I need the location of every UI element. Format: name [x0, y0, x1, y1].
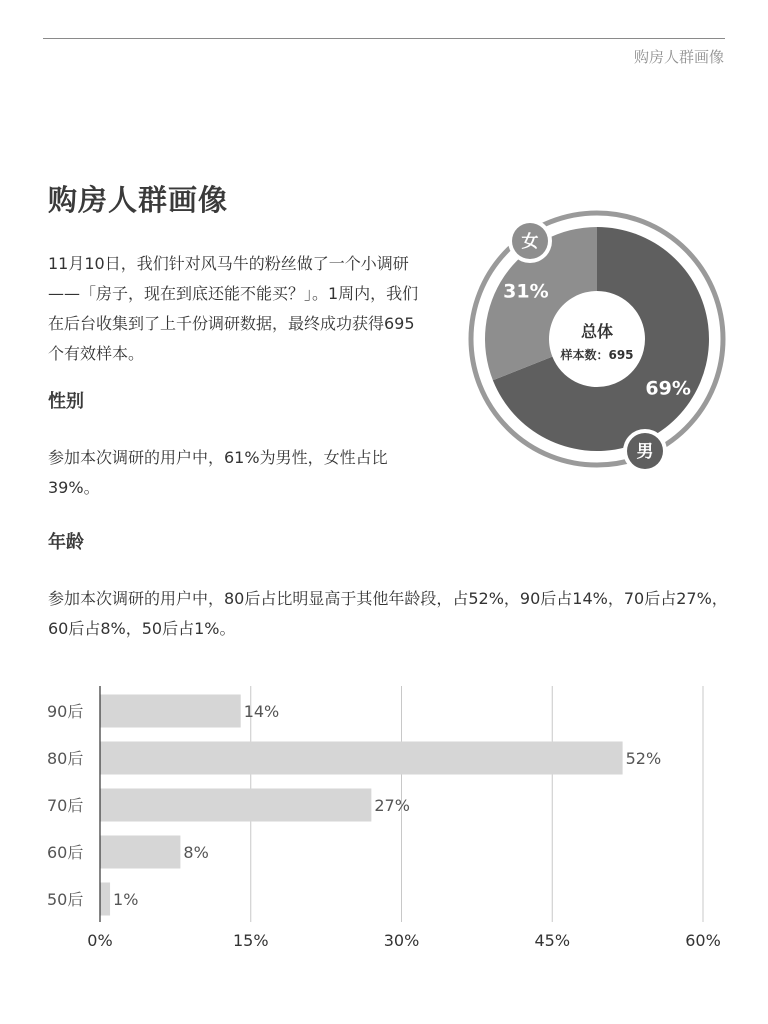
bar-value-label: 8% [183, 843, 209, 862]
header-label: 购房人群画像 [633, 48, 724, 66]
age-paragraph: 参加本次调研的用户中，80后占比明显高于其他年龄段，占52%，90后占14%，70后占27%，60后占8%，50后占1%。 [48, 589, 728, 638]
donut-center-subtitle: 样本数：695 [560, 348, 634, 362]
bar [100, 695, 241, 728]
gender-paragraph: 参加本次调研的用户中，61%为男性，女性占比39%。 [48, 448, 388, 497]
category-label: 70后 [47, 796, 84, 815]
x-tick-label: 15% [232, 931, 269, 950]
category-label: 50后 [47, 890, 84, 909]
donut-label-male: 69% [645, 377, 691, 400]
bar [100, 883, 110, 916]
category-label: 90后 [47, 702, 84, 721]
badge-label-male: 男 [636, 442, 654, 462]
bar [100, 742, 623, 775]
x-tick-label: 45% [534, 931, 571, 950]
bar-value-label: 52% [625, 749, 662, 768]
category-label: 80后 [47, 749, 84, 768]
bar-value-label: 14% [243, 702, 280, 721]
x-tick-label: 0% [87, 931, 113, 950]
bar-value-label: 1% [113, 890, 139, 909]
bar-value-label: 27% [374, 796, 410, 815]
age-bar-chart [0, 676, 768, 966]
age-heading: 年龄 [48, 532, 84, 553]
header-rule [43, 38, 725, 39]
category-label: 60后 [47, 843, 84, 862]
donut-label-female: 31% [503, 280, 549, 303]
x-tick-label: 30% [383, 931, 420, 950]
donut-center-title: 总体 [580, 322, 614, 341]
gender-donut-chart [468, 208, 728, 473]
intro-paragraph: 11月10日，我们针对风马牛的粉丝做了一个小调研——「房子，现在到底还能不能买？」。1周内，我们在后台收集到了上千份调研数据，最终成功获得695个有效样本。 [48, 254, 419, 363]
bar [100, 836, 180, 869]
badge-label-female: 女 [521, 232, 539, 252]
x-tick-label: 60% [685, 931, 721, 950]
gender-heading: 性别 [48, 391, 84, 412]
page-title: 购房人群画像 [48, 183, 229, 217]
bar [100, 789, 371, 822]
